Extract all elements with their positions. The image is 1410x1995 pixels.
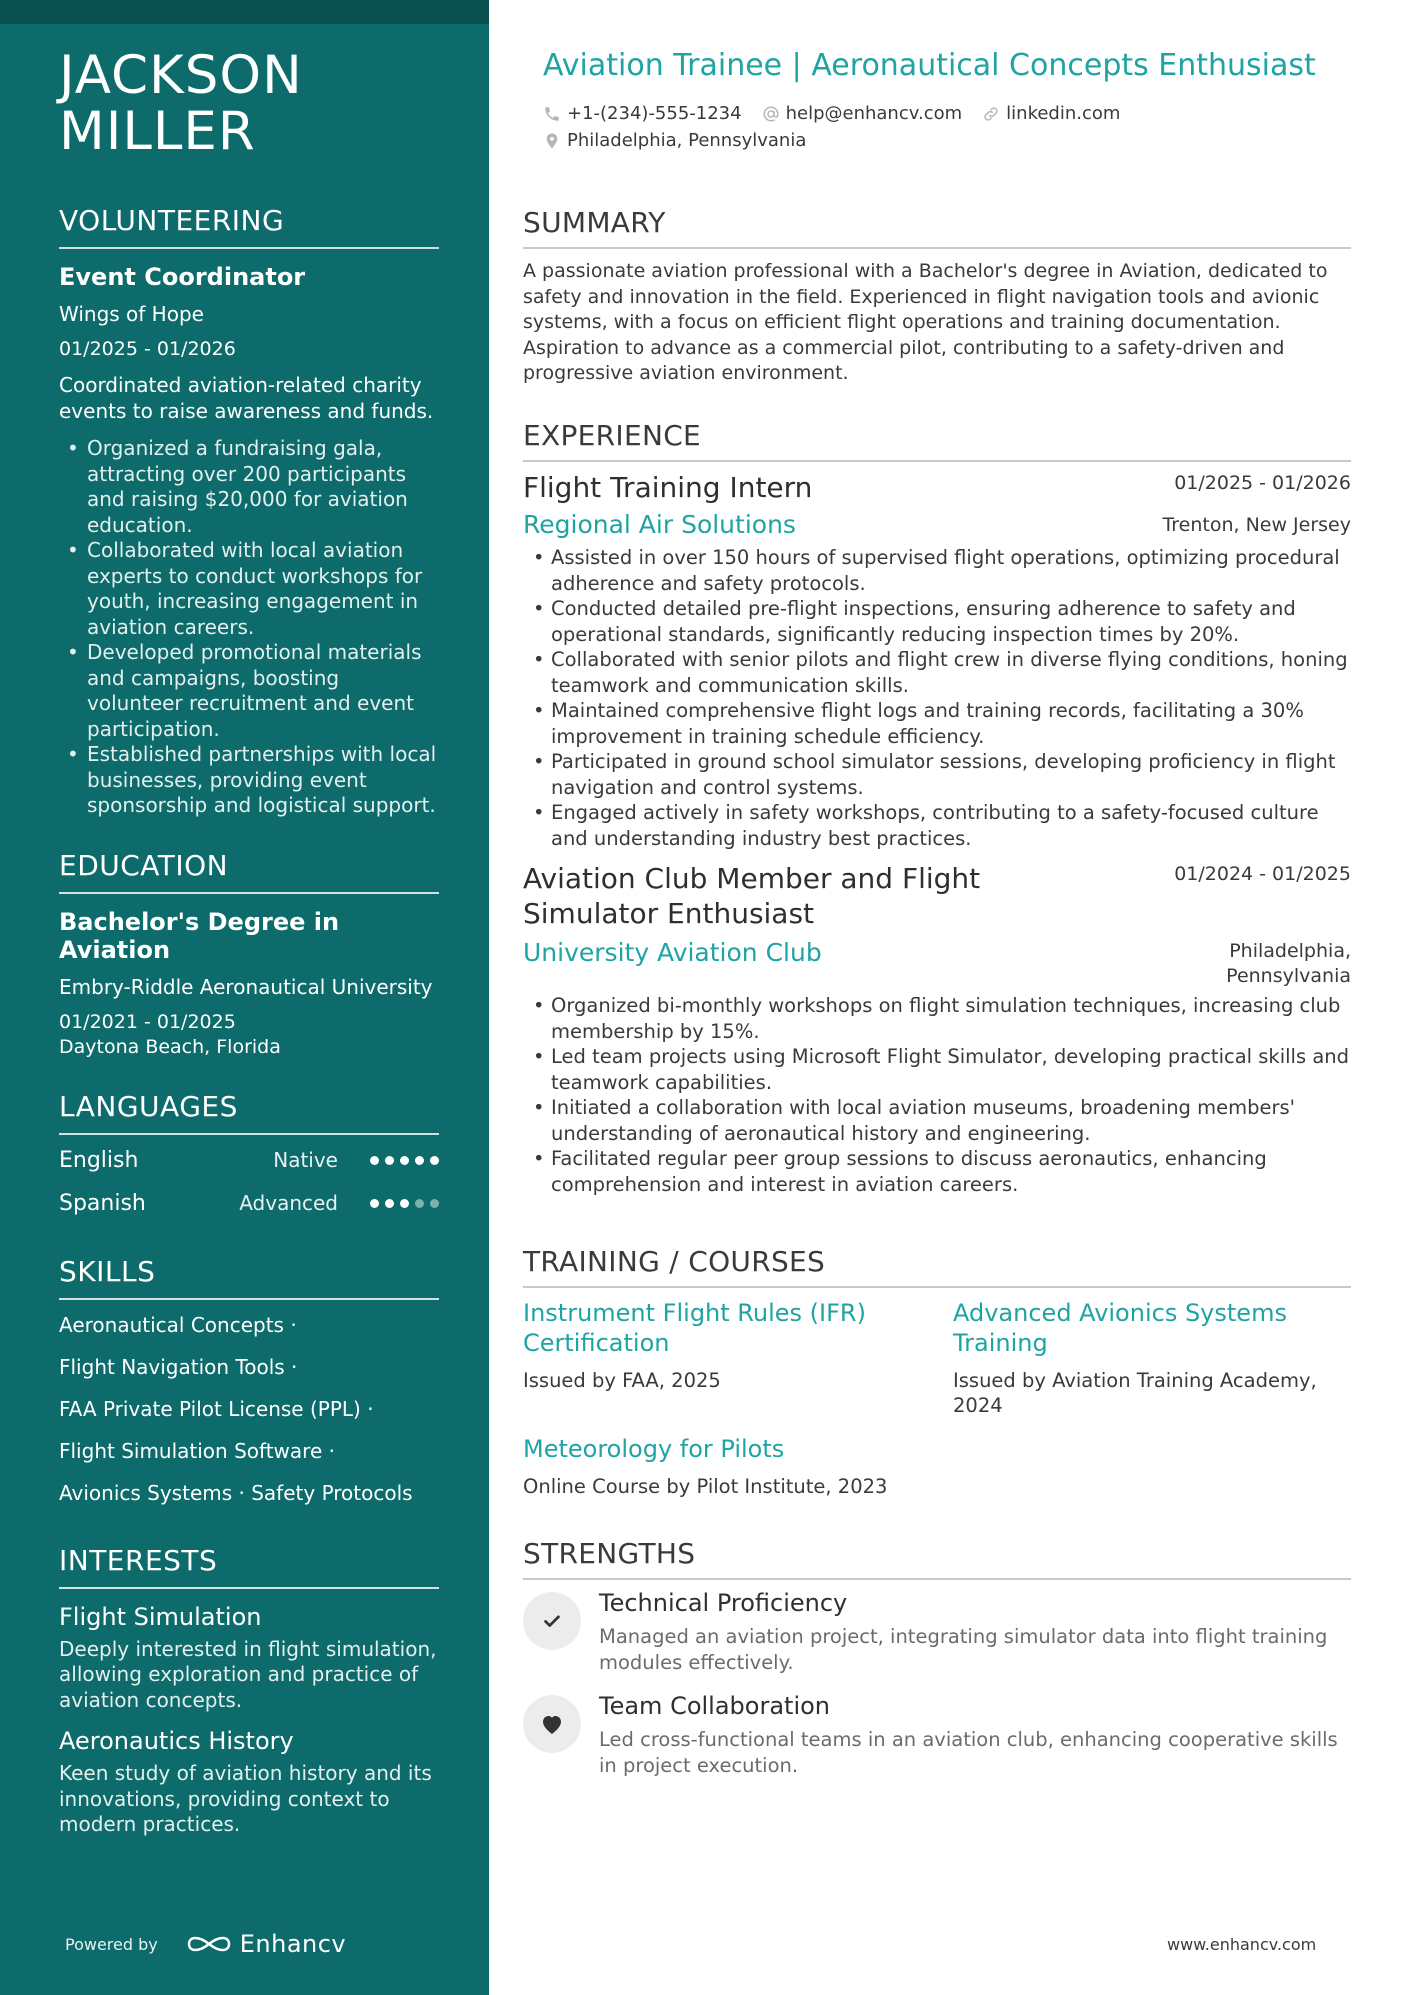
- name-last: MILLER: [59, 101, 256, 162]
- strengths-section: [523, 1537, 1351, 1778]
- job-entry: [523, 861, 1351, 1197]
- check-icon: [523, 1592, 581, 1650]
- strengths-title: STRENGTHS: [523, 1537, 1351, 1580]
- linkedin-text: linkedin.com: [1006, 103, 1121, 124]
- phone-text: +1-(234)-555-1234: [567, 103, 742, 124]
- course-item: [523, 1434, 1351, 1499]
- heart-icon: [523, 1695, 581, 1753]
- list-item: • Maintained comprehensive flight logs and training records, facilitating a 30% improvement in training schedule efficiency.: [523, 698, 1351, 749]
- course-issuer: Online Course by Pilot Institute, 2023: [523, 1475, 888, 1498]
- volunteer-summary: Coordinated aviation-related charity events to raise awareness and funds.: [59, 373, 434, 423]
- skill-item: Aeronautical Concepts ·: [59, 1312, 297, 1337]
- powered-by: [65, 1930, 346, 1958]
- strength-desc: Led cross-functional teams in an aviation club, enhancing cooperative skills in project execution.: [599, 1728, 1338, 1777]
- rating-dot-filled: [385, 1156, 394, 1165]
- language-name: Spanish: [59, 1190, 146, 1216]
- language-level: Advanced: [239, 1191, 338, 1215]
- job-company: University Aviation Club: [523, 938, 822, 967]
- list-item: • Assisted in over 150 hours of supervised flight operations, optimizing procedural adherence and safety protocols.: [523, 545, 1351, 596]
- job-location: Philadelphia, Pennsylvania: [1226, 940, 1351, 987]
- experience-title: EXPERIENCE: [523, 419, 1351, 462]
- training-section: [523, 1245, 1351, 1499]
- rating-dot-filled: [400, 1199, 409, 1208]
- skill-item: Flight Simulation Software ·: [59, 1438, 335, 1463]
- interest-title: Aeronautics History: [59, 1727, 294, 1755]
- list-item: • Facilitated regular peer group sessions to discuss aeronautics, enhancing comprehension and interest in aviation careers.: [523, 1146, 1351, 1197]
- list-item: • Led team projects using Microsoft Flight Simulator, developing practical skills and teamwork capabilities.: [523, 1044, 1351, 1095]
- strength-title: Team Collaboration: [599, 1692, 831, 1720]
- volunteer-bullets: [59, 436, 439, 819]
- languages-section: [59, 1090, 439, 1225]
- footer-url[interactable]: www.enhancv.com: [1167, 1935, 1317, 1954]
- course-item: [953, 1298, 1351, 1418]
- strength-item: [523, 1588, 1351, 1675]
- rating-dot-filled: [370, 1199, 379, 1208]
- volunteering-title: VOLUNTEERING: [59, 204, 439, 249]
- strength-desc: Managed an aviation project, integrating simulator data into flight training modules effectively.: [599, 1625, 1328, 1674]
- training-title: TRAINING / COURSES: [523, 1245, 1351, 1288]
- language-row: [59, 1139, 439, 1182]
- language-level: Native: [273, 1148, 338, 1172]
- experience-section: [523, 419, 1351, 1197]
- rating-dot-filled: [400, 1156, 409, 1165]
- course-title: Instrument Flight Rules (IFR) Certification: [523, 1299, 866, 1357]
- list-item: • Conducted detailed pre-flight inspections, ensuring adherence to safety and operational standards, significantly reducing inspection times by 20%.: [523, 596, 1351, 647]
- location-text: Philadelphia, Pennsylvania: [567, 130, 807, 151]
- enhancv-logo[interactable]: [186, 1930, 346, 1958]
- list-item: • Established partnerships with local businesses, providing event sponsorship and logistical support.: [59, 742, 439, 819]
- skills-title: SKILLS: [59, 1255, 439, 1300]
- skill-item: FAA Private Pilot License (PPL) ·: [59, 1396, 374, 1421]
- email-text: help@enhancv.com: [785, 103, 963, 124]
- language-rating: [370, 1156, 439, 1165]
- education-title: EDUCATION: [59, 849, 439, 894]
- headline: Aviation Trainee | Aeronautical Concepts Enthusiast: [543, 48, 1316, 83]
- interest-title: Flight Simulation: [59, 1602, 262, 1631]
- job-location: Trenton, New Jersey: [1162, 514, 1351, 536]
- linkedin-contact[interactable]: [982, 103, 1120, 124]
- rating-dot-empty: [415, 1199, 424, 1208]
- rating-dot-empty: [430, 1199, 439, 1208]
- list-item: • Initiated a collaboration with local aviation museums, broadening members' understanding of aeronautical history and engineering.: [523, 1095, 1351, 1146]
- powered-by-label: Powered by: [65, 1934, 158, 1954]
- rating-dot-filled: [430, 1156, 439, 1165]
- rating-dot-filled: [385, 1199, 394, 1208]
- list-item: • Participated in ground school simulator sessions, developing proficiency in flight navigation and control systems.: [523, 749, 1351, 800]
- list-item: • Collaborated with local aviation experts to conduct workshops for youth, increasing engagement in aviation careers.: [59, 538, 439, 640]
- list-item: • Engaged actively in safety workshops, contributing to a safety-focused culture and understanding industry best practices.: [523, 800, 1351, 851]
- education-location: Daytona Beach, Florida: [59, 1035, 281, 1058]
- interests-section: [59, 1544, 439, 1838]
- job-bullets: [523, 545, 1351, 851]
- job-role: Aviation Club Member and Flight Simulator Enthusiast: [523, 862, 981, 930]
- school: Embry-Riddle Aeronautical University: [59, 974, 433, 999]
- sidebar: [0, 0, 489, 1995]
- job-bullets: [523, 993, 1351, 1197]
- summary-text: A passionate aviation professional with a Bachelor's degree in Aviation, dedicated to safety and innovation in the field. Experienced in flight navigation tools and avionic systems, with a focus on efficient flight operations and training documentation. Aspiration to advance as a commercial pilot, contributing to a safety-driven and progressive aviation environment.: [523, 260, 1328, 384]
- strength-title: Technical Proficiency: [599, 1589, 848, 1617]
- volunteer-org: Wings of Hope: [59, 302, 204, 326]
- list-item: • Organized bi-monthly workshops on flight simulation techniques, increasing club membership by 15%.: [523, 993, 1351, 1044]
- education-section: [59, 849, 439, 1060]
- volunteer-role: Event Coordinator: [59, 263, 306, 291]
- volunteer-dates: 01/2025 - 01/2026: [59, 338, 236, 360]
- volunteering-section: [59, 204, 439, 819]
- location-contact: [543, 130, 806, 151]
- degree: Bachelor's Degree in Aviation: [59, 907, 340, 964]
- job-dates: 01/2025 - 01/2026: [1174, 472, 1351, 494]
- course-issuer: Issued by Aviation Training Academy, 2024: [953, 1369, 1317, 1417]
- job-company: Regional Air Solutions: [523, 510, 796, 539]
- phone-icon: [543, 105, 561, 123]
- skill-item: Flight Navigation Tools ·: [59, 1354, 298, 1379]
- sidebar-top-bar: [0, 0, 489, 24]
- language-row: [59, 1182, 439, 1225]
- job-dates: 01/2024 - 01/2025: [1174, 863, 1351, 885]
- list-item: • Developed promotional materials and campaigns, boosting volunteer recruitment and event participation.: [59, 640, 439, 742]
- rating-dot-filled: [415, 1156, 424, 1165]
- language-rating: [370, 1199, 439, 1208]
- email-contact[interactable]: [762, 103, 963, 124]
- course-item: [523, 1298, 953, 1418]
- skill-item: Avionics Systems · Safety Protocols: [59, 1480, 413, 1505]
- course-issuer: Issued by FAA, 2025: [523, 1369, 721, 1392]
- list-item: • Organized a fundraising gala, attracting over 200 participants and raising $20,000 for aviation education.: [59, 436, 439, 538]
- link-icon: [982, 105, 1000, 123]
- interest-desc: Deeply interested in flight simulation, allowing exploration and practice of aviation concepts.: [59, 1636, 437, 1712]
- skills-section: [59, 1255, 439, 1514]
- list-item: • Collaborated with senior pilots and flight crew in diverse flying conditions, honing teamwork and communication skills.: [523, 647, 1351, 698]
- course-title: Advanced Avionics Systems Training: [953, 1299, 1287, 1357]
- language-name: English: [59, 1147, 139, 1173]
- job-role: Flight Training Intern: [523, 471, 813, 504]
- contact-info: [543, 100, 1140, 154]
- summary-title: SUMMARY: [523, 206, 1351, 249]
- at-icon: [762, 105, 780, 123]
- course-title: Meteorology for Pilots: [523, 1435, 785, 1463]
- candidate-name: [59, 45, 439, 162]
- interest-desc: Keen study of aviation history and its innovations, providing context to modern practices.: [59, 1761, 432, 1836]
- enhancv-logo-icon: [186, 1932, 232, 1956]
- education-dates: 01/2021 - 01/2025: [59, 1010, 236, 1033]
- languages-title: LANGUAGES: [59, 1090, 439, 1135]
- rating-dot-filled: [370, 1156, 379, 1165]
- interests-title: INTERESTS: [59, 1544, 439, 1589]
- job-entry: [523, 470, 1351, 851]
- phone-contact[interactable]: [543, 103, 742, 124]
- location-pin-icon: [543, 132, 561, 150]
- summary-section: [523, 206, 1351, 387]
- enhancv-brand: Enhancv: [239, 1930, 347, 1958]
- name-first: JACKSON: [59, 45, 303, 106]
- strength-item: [523, 1691, 1351, 1778]
